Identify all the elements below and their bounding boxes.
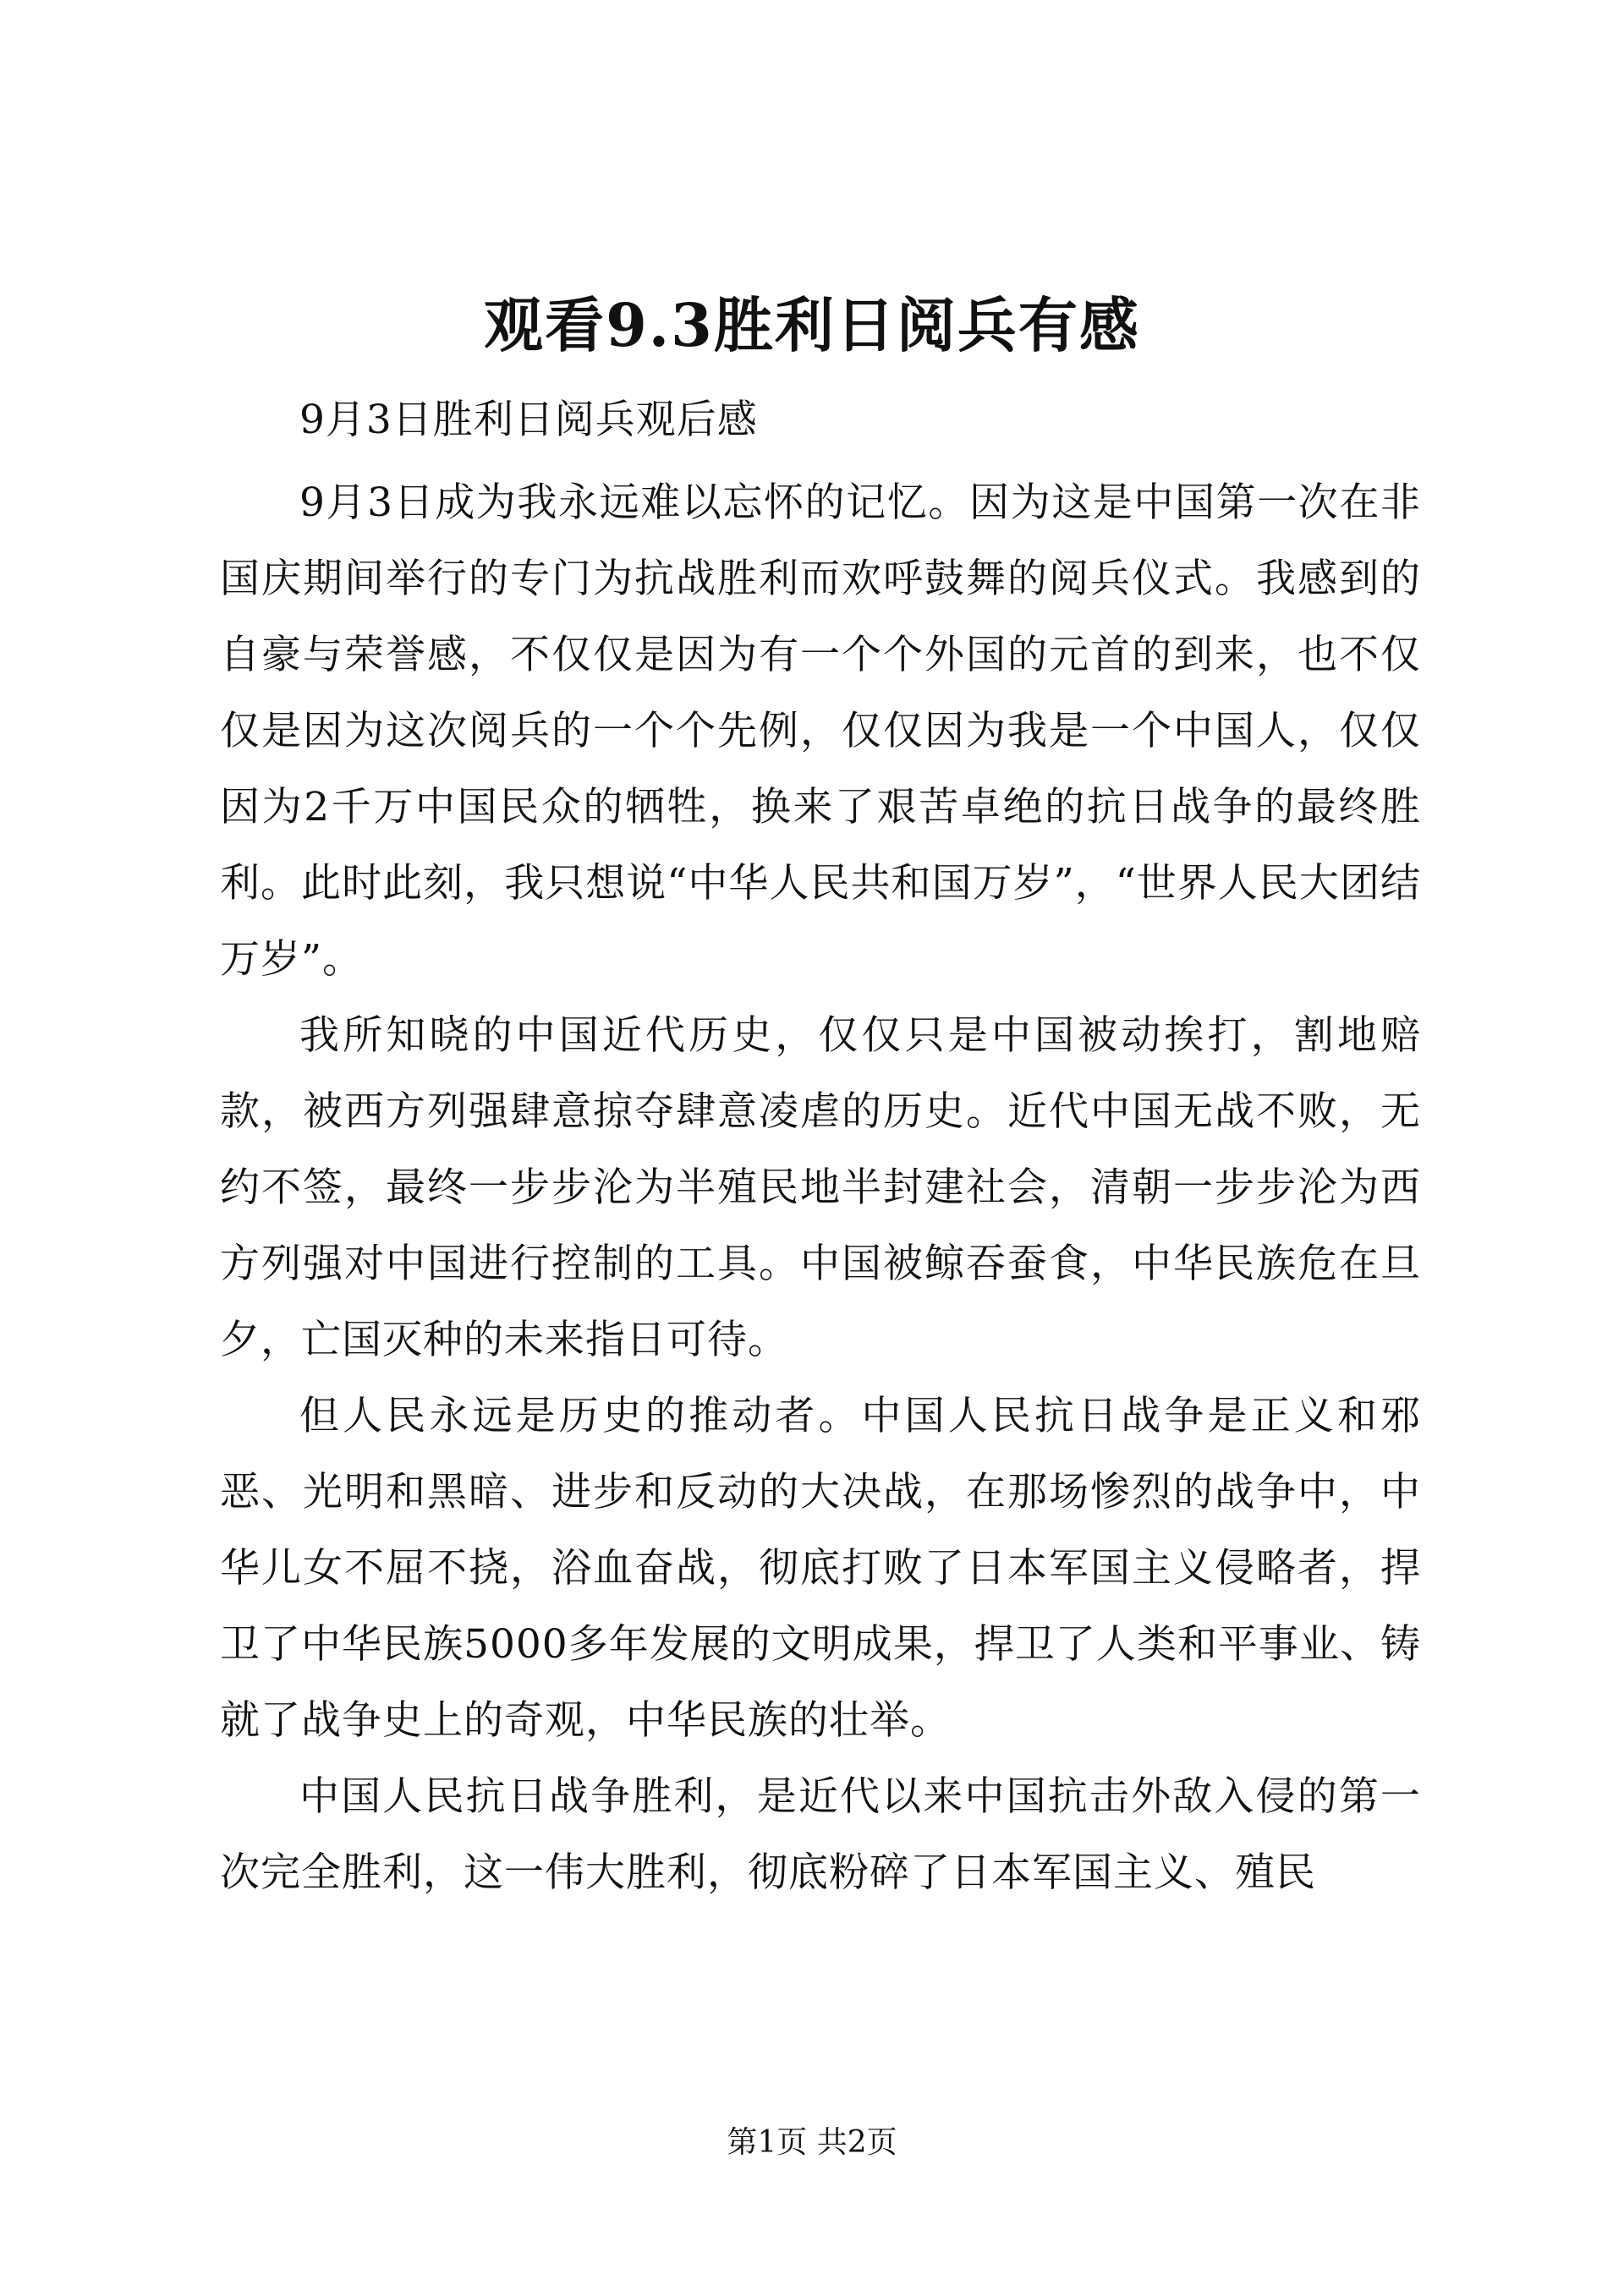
paragraph: 9月3日成为我永远难以忘怀的记忆。因为这是中国第一次在非国庆期间举行的专门为抗战胜利而欢呼鼓舞的阅兵仪式。我感到的自豪与荣誉感，不仅仅是因为有一个个外国的元首的到来，也不仅仅是因为这次阅兵的一个个先例，仅仅因为我是一个中国人，仅仅因为2千万中国民众的牺牲，换来了艰苦卓绝的抗日战争的最终胜利。此时此刻，我只想说“中华人民共和国万岁”，“世界人民大团结万岁”。 xyxy=(220,479,1421,983)
page-number-footer: 第1页 共2页 xyxy=(727,2125,897,2160)
document-title: 观看9.3胜利日阅兵有感 xyxy=(484,290,1140,360)
document-body xyxy=(220,382,1421,1911)
paragraph: 中国人民抗日战争胜利，是近代以来中国抗击外敌入侵的第一次完全胜利，这一伟大胜利，彻底粉碎了日本军国主义、殖民 xyxy=(220,1773,1421,1896)
paragraph: 我所知晓的中国近代历史，仅仅只是中国被动挨打，割地赔款，被西方列强肆意掠夺肆意凌虐的历史。近代中国无战不败，无约不签，最终一步步沦为半殖民地半封建社会，清朝一步步沦为西方列强对中国进行控制的工具。中国被鲸吞蚕食，中华民族危在旦夕，亡国灭种的未来指日可待。 xyxy=(220,1012,1421,1363)
document-subtitle: 9月3日胜利日阅兵观后感 xyxy=(299,397,758,443)
paragraph: 但人民永远是历史的推动者。中国人民抗日战争是正义和邪恶、光明和黑暗、进步和反动的大决战，在那场惨烈的战争中，中华儿女不屈不挠，浴血奋战，彻底打败了日本军国主义侵略者，捍卫了中华民族5000多年发展的文明成果，捍卫了人类和平事业、铸就了战争史上的奇观，中华民族的壮举。 xyxy=(220,1393,1421,1744)
